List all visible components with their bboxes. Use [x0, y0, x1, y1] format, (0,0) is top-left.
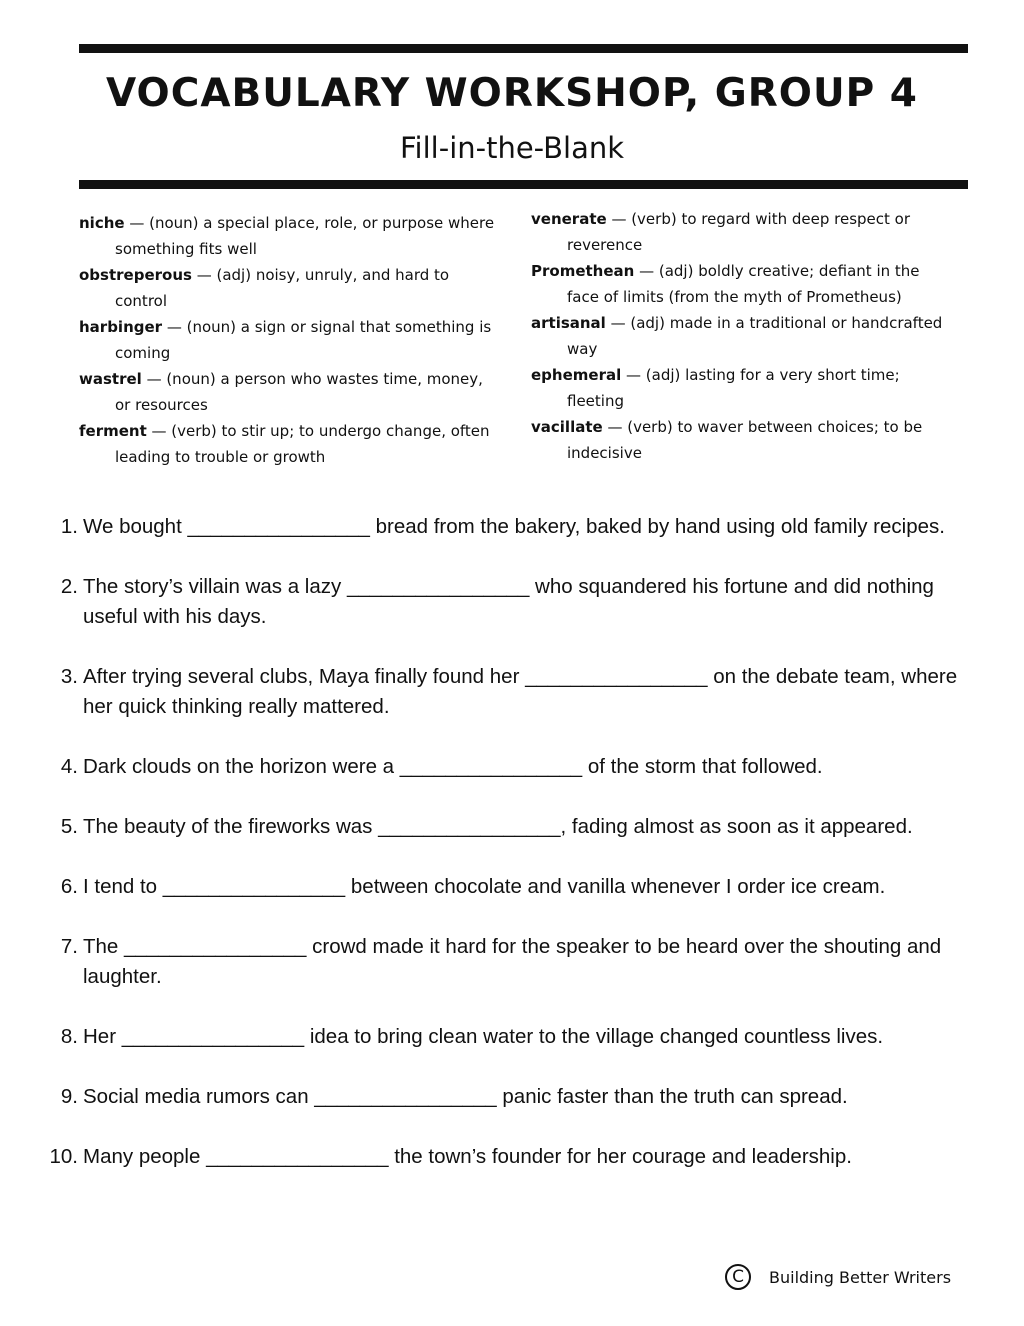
vocab-definition: — (adj) made in a traditional or handcrafted way — [567, 314, 943, 358]
question-text: The beauty of the fireworks was ________________, fading almost as soon as it appeared. — [83, 815, 913, 838]
vocab-entry — [531, 362, 951, 414]
vocab-definition: — (adj) lasting for a very short time; fleeting — [567, 366, 900, 410]
page-subtitle: Fill-in-the-Blank — [399, 131, 625, 165]
question-number: 8. — [60, 1025, 78, 1048]
question-item — [48, 1082, 978, 1112]
vocab-definition: — (verb) to stir up; to undergo change, often leading to trouble or growth — [115, 422, 490, 466]
vocab-entry — [531, 310, 951, 362]
footer-credit — [725, 1264, 951, 1290]
question-text: Dark clouds on the horizon were a ________________ of the storm that followed. — [83, 755, 823, 778]
vocab-definition: — (verb) to waver between choices; to be indecisive — [567, 418, 923, 462]
question-text: Many people ________________ the town’s founder for her courage and leadership. — [83, 1145, 852, 1168]
vocab-definition: — (adj) boldly creative; defiant in the face of limits (from the myth of Prometheus) — [567, 262, 920, 306]
vocab-entry — [79, 366, 499, 418]
vocab-definition: — (noun) a sign or signal that something is coming — [115, 318, 492, 362]
question-item — [48, 1142, 978, 1172]
vocab-entry — [531, 206, 951, 258]
question-item — [48, 812, 978, 842]
vocab-term: artisanal — [531, 314, 606, 332]
question-text: Social media rumors can ________________ panic faster than the truth can spread. — [83, 1085, 848, 1108]
vocab-term: vacillate — [531, 418, 603, 436]
question-number: 9. — [60, 1085, 78, 1108]
question-text: Her ________________ idea to bring clean water to the village changed countless lives. — [83, 1025, 884, 1048]
vocab-list-right — [531, 206, 951, 466]
vocab-term: obstreperous — [79, 266, 192, 284]
vocab-entry — [79, 210, 499, 262]
question-text: The ________________ crowd made it hard for the speaker to be heard over the shouting and laughter. — [83, 935, 942, 988]
vocab-entry — [79, 418, 499, 470]
vocab-list-left — [79, 210, 499, 470]
question-number: 6. — [60, 875, 78, 898]
vocab-term: niche — [79, 214, 125, 232]
question-number: 5. — [60, 815, 78, 838]
question-item — [48, 572, 978, 632]
question-item — [48, 752, 978, 782]
copyright-icon: C — [725, 1264, 751, 1290]
page-title: VOCABULARY WORKSHOP, GROUP 4 — [106, 71, 918, 116]
bottom-rule — [79, 180, 968, 189]
question-number: 7. — [60, 935, 78, 958]
question-number: 1. — [60, 515, 78, 538]
question-number: 2. — [60, 575, 78, 598]
question-item — [48, 1022, 978, 1052]
question-number: 4. — [60, 755, 78, 778]
vocab-definition: — (verb) to regard with deep respect or reverence — [567, 210, 911, 254]
vocab-term: ferment — [79, 422, 147, 440]
question-text: I tend to ________________ between chocolate and vanilla whenever I order ice cream. — [83, 875, 886, 898]
vocab-term: Promethean — [531, 262, 635, 280]
vocab-definition: — (adj) noisy, unruly, and hard to control — [115, 266, 450, 310]
question-number: 10. — [49, 1145, 78, 1168]
vocab-term: wastrel — [79, 370, 142, 388]
question-list — [48, 512, 978, 1202]
vocab-entry — [531, 258, 951, 310]
question-number: 3. — [60, 665, 78, 688]
vocab-definition: — (noun) a person who wastes time, money, or resources — [115, 370, 483, 414]
vocab-entry — [531, 414, 951, 466]
question-item — [48, 662, 978, 722]
vocab-entry — [79, 314, 499, 366]
question-item — [48, 512, 978, 542]
question-item — [48, 872, 978, 902]
vocab-definition: — (noun) a special place, role, or purpose where something fits well — [115, 214, 495, 258]
footer-brand: Building Better Writers — [769, 1267, 952, 1287]
vocab-term: harbinger — [79, 318, 163, 336]
top-rule — [79, 44, 968, 53]
question-item — [48, 932, 978, 992]
vocab-term: venerate — [531, 210, 607, 228]
question-text: After trying several clubs, Maya finally found her ________________ on the debate team, where her quick thinking really mattered. — [83, 665, 958, 718]
question-text: We bought ________________ bread from the bakery, baked by hand using old family recipes. — [83, 515, 945, 538]
vocab-entry — [79, 262, 499, 314]
question-text: The story’s villain was a lazy ________________ who squandered his fortune and did nothing useful with his days. — [83, 575, 934, 628]
vocab-term: ephemeral — [531, 366, 622, 384]
